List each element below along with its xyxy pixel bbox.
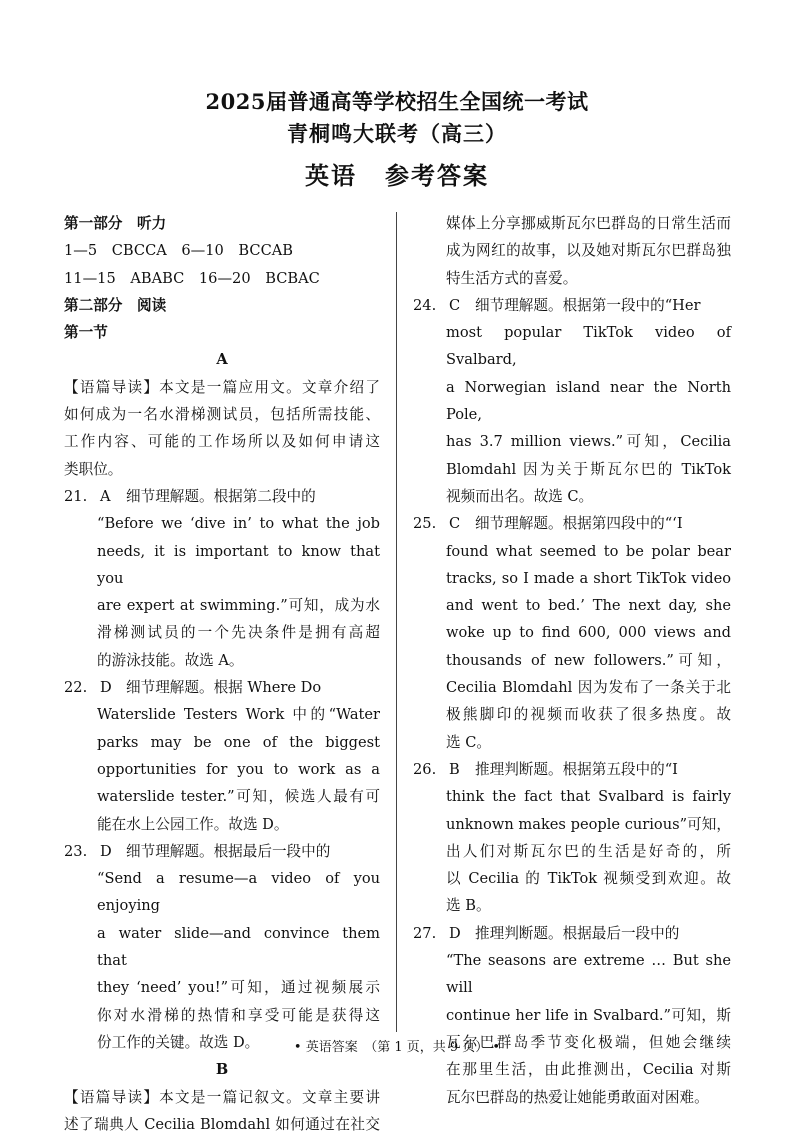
q23-line: they ‘need’ you!”可知，通过视频展示	[97, 979, 380, 997]
q27-first-line	[413, 920, 731, 947]
q25-line: thousands of new followers.”可知，	[446, 651, 731, 669]
q27-text: 推理判断题。根据最后一段中的	[475, 924, 680, 942]
q25-line: 选 C。	[446, 733, 491, 751]
q23-text: 细节理解题。根据最后一段中的	[126, 842, 331, 860]
q25-line: Cecilia Blomdahl 因为发布了一条关于北	[446, 679, 731, 697]
q24-first-line	[413, 292, 731, 319]
q21-answer: A	[100, 487, 111, 505]
q24-line: 视频而出名。故选 C。	[446, 487, 594, 505]
q25-line: 极熊脚印的视频而收获了很多热度。故	[446, 706, 731, 724]
q21-line: 滑梯测试员的一个先决条件是拥有高超	[97, 624, 380, 642]
intro-a-line: 工作内容、可能的工作场所以及如何申请这	[64, 433, 380, 451]
intro-a-line: 【语篇导读】本文是一篇应用文。文章介绍了	[64, 378, 380, 396]
q25-first-line	[413, 510, 731, 537]
q26-line: 出人们对斯瓦尔巴的生活是好奇的，所	[446, 842, 731, 860]
q26-line: think the fact that Svalbard is fairly	[446, 788, 731, 806]
q26-line: 以 Cecilia 的 TikTok 视频受到欢迎。故	[446, 870, 731, 888]
intro-a-line: 类职位。	[64, 460, 123, 478]
q21-line: are expert at swimming.”可知，成为水	[97, 597, 380, 615]
page-footer: • 英语答案 （第 1 页，共 9 页） •	[293, 1040, 501, 1055]
exam-subtitle: 青桐鸣大联考（高三）	[287, 121, 507, 146]
q23-answer: D	[100, 842, 112, 860]
subject-label: 英语	[305, 161, 357, 190]
passage-a-label: A	[216, 351, 228, 369]
q21-line: needs, it is important to know that you	[97, 542, 380, 587]
q22-line: parks may be one of the biggest	[97, 733, 380, 751]
listening-answers-1: 1—5 CBCCA 6—10 BCCAB	[64, 242, 294, 260]
q23-line: 份工作的关键。故选 D。	[97, 1033, 260, 1051]
answer-key-label: 参考答案	[385, 161, 489, 190]
passage-b-label: B	[215, 1061, 229, 1079]
q24-line: a Norwegian island near the North Pole,	[446, 378, 731, 424]
q27-line: 瓦尔巴群岛季节变化极端，但她会继续	[446, 1033, 731, 1051]
q25-line: found what seemed to be polar bear	[446, 542, 731, 560]
q27-number: 27.	[413, 924, 437, 942]
listening-answers-2: 11—15 ABABC 16—20 BCBAC	[64, 269, 320, 287]
q25-line: woke up to find 600, 000 views and	[446, 624, 731, 642]
q26-answer: B	[449, 760, 460, 778]
q21-line: 的游泳技能。故选 A。	[97, 651, 244, 669]
intro-b-line: 【语篇导读】本文是一篇记叙文。文章主要讲	[64, 1088, 380, 1106]
q26-first-line	[413, 756, 731, 783]
part1-heading: 第一部分 听力	[64, 215, 167, 232]
q25-answer: C	[449, 515, 461, 533]
q21-number: 21.	[64, 487, 88, 505]
q22-line: 能在水上公园工作。故选 D。	[97, 815, 289, 833]
q27-line: 在那里生活，由此推测出，Cecilia 对斯	[446, 1061, 731, 1079]
q22-line: Waterslide Testers Work 中的“Water	[97, 706, 380, 724]
q22-number: 22.	[64, 679, 88, 697]
q24-answer: C	[449, 296, 461, 314]
left-column	[64, 210, 380, 1138]
q24-number: 24.	[413, 296, 437, 314]
q23-number: 23.	[64, 842, 88, 860]
q22-text: 细节理解题。根据 Where Do	[126, 679, 322, 697]
q23-line: “Send a resume—a video of you enjoying	[97, 870, 380, 915]
q24-text: 细节理解题。根据第一段中的“Her	[475, 296, 701, 314]
q21-text: 细节理解题。根据第二段中的	[126, 487, 316, 505]
q22-line: waterslide tester.”可知，候选人最有可	[97, 788, 380, 806]
intro-a-line: 如何成为一名水滑梯测试员，包括所需技能、	[64, 406, 380, 424]
q21-line: “Before we ‘dive in’ to what the job	[97, 515, 380, 533]
intro-b-line: 成为网红的故事，以及她对斯瓦尔巴群岛独	[446, 242, 731, 260]
q27-answer: D	[449, 924, 461, 942]
q27-line: continue her life in Svalbard.”可知，斯	[446, 1006, 731, 1024]
q22-line: opportunities for you to work as a	[97, 760, 380, 778]
q24-line: Blomdahl 因为关于斯瓦尔巴的 TikTok	[446, 460, 731, 478]
q26-line: unknown makes people curious”可知，	[446, 815, 731, 833]
q26-line: 选 B。	[446, 897, 491, 915]
q23-first-line	[64, 838, 380, 865]
section1-heading: 第一节	[64, 324, 108, 342]
q24-line: most popular TikTok video of Svalbard,	[446, 324, 731, 369]
right-column	[413, 210, 731, 1111]
q23-line: a water slide—and convince them that	[97, 924, 380, 970]
q27-line: “The seasons are extreme … But she will	[446, 952, 731, 997]
intro-b-line: 述了瑞典人 Cecilia Blomdahl 如何通过在社交	[64, 1115, 380, 1133]
q24-line: has 3.7 million views.”可知，Cecilia	[446, 433, 731, 451]
q26-number: 26.	[413, 760, 437, 778]
q25-text: 细节理解题。根据第四段中的“‘I	[475, 515, 683, 533]
column-divider	[396, 212, 397, 1032]
q25-line: tracks, so I made a short TikTok video	[446, 569, 731, 587]
q27-line: 瓦尔巴群岛的热爱让她能勇敢面对困难。	[446, 1088, 709, 1106]
q23-line: 你对水滑梯的热情和享受可能是获得这	[97, 1006, 380, 1024]
q22-answer: D	[100, 679, 112, 697]
intro-b-line: 特生活方式的喜爱。	[446, 269, 578, 287]
q22-first-line	[64, 674, 380, 701]
q25-line: and went to bed.’ The next day, she	[446, 597, 731, 615]
q26-text: 推理判断题。根据第五段中的“I	[475, 760, 678, 778]
document-heading	[0, 156, 794, 191]
q21-first-line	[64, 483, 380, 510]
q25-number: 25.	[413, 515, 437, 533]
exam-title: 2025届普通高等学校招生全国统一考试	[205, 89, 589, 114]
part2-heading: 第二部分 阅读	[64, 296, 167, 314]
intro-b-line: 媒体上分享挪威斯瓦尔巴群岛的日常生活而	[446, 215, 731, 232]
